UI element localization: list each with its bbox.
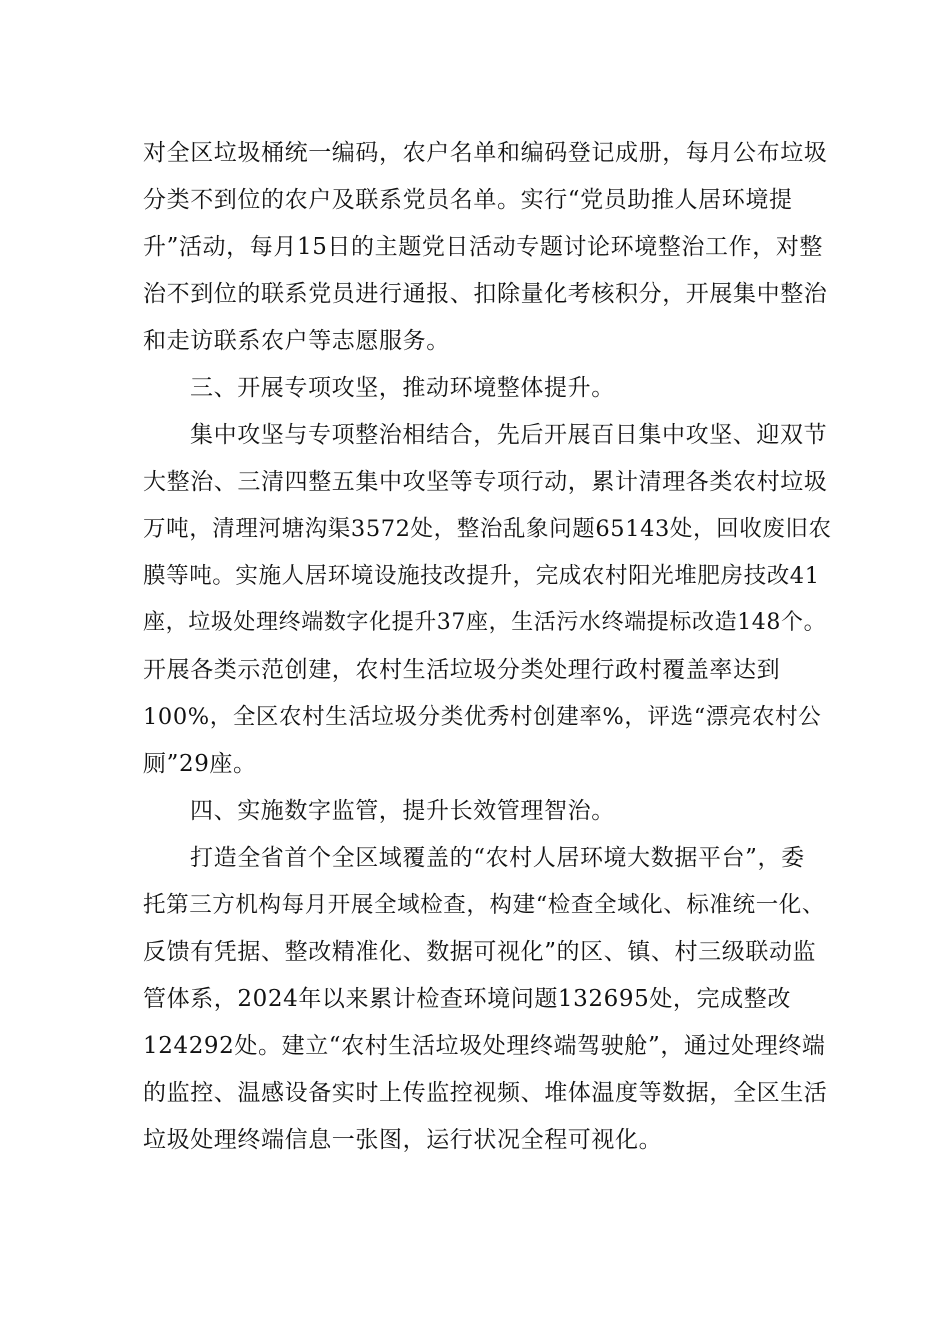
paragraph-line: 膜等吨。实施人居环境设施技改提升，完成农村阳光堆肥房技改41 [143,563,820,589]
paragraph-line: 100%，全区农村生活垃圾分类优秀村创建率%，评选“漂亮农村公 [143,704,822,730]
paragraph-line: 托第三方机构每月开展全域检查，构建“检查全域化、标准统一化、 [143,892,826,918]
paragraph-line: 集中攻坚与专项整治相结合，先后开展百日集中攻坚、迎双节 [190,422,828,448]
paragraph-line: 升”活动，每月15日的主题党日活动专题讨论环境整治工作，对整 [143,234,824,260]
paragraph-line: 座，垃圾处理终端数字化提升37座，生活污水终端提标改造148个。 [143,610,827,635]
section-heading-3: 三、开展专项攻坚，推动环境整体提升。 [190,375,615,401]
paragraph-line: 万吨，清理河塘沟渠3572处，整治乱象问题65143处，回收废旧农 [143,516,832,542]
paragraph-line: 厕”29座。 [143,751,257,777]
paragraph-line: 开展各类示范创建，农村生活垃圾分类处理行政村覆盖率达到 [143,657,781,683]
paragraph-line: 对全区垃圾桶统一编码，农户名单和编码登记成册，每月公布垃圾 [143,140,828,166]
paragraph-line: 124292处。建立“农村生活垃圾处理终端驾驶舱”，通过处理终端 [143,1033,826,1059]
paragraph-line: 和走访联系农户等志愿服务。 [143,328,450,354]
paragraph-line: 管体系，2024年以来累计检查环境问题132695处，完成整改 [143,986,791,1012]
paragraph-line: 垃圾处理终端信息一张图，运行状况全程可视化。 [143,1127,663,1153]
section-heading-4: 四、实施数字监管，提升长效管理智治。 [190,798,615,824]
paragraph-line: 分类不到位的农户及联系党员名单。实行“党员助推人居环境提 [143,187,793,213]
paragraph-line: 打造全省首个全区域覆盖的“农村人居环境大数据平台”，委 [190,845,805,871]
paragraph-line: 治不到位的联系党员进行通报、扣除量化考核积分，开展集中整治 [143,281,828,307]
paragraph-line: 反馈有凭据、整改精准化、数据可视化”的区、镇、村三级联动监 [143,939,817,965]
paragraph-line: 大整治、三清四整五集中攻坚等专项行动，累计清理各类农村垃圾 [143,469,828,495]
paragraph-line: 的监控、温感设备实时上传监控视频、堆体温度等数据，全区生活 [143,1080,828,1106]
